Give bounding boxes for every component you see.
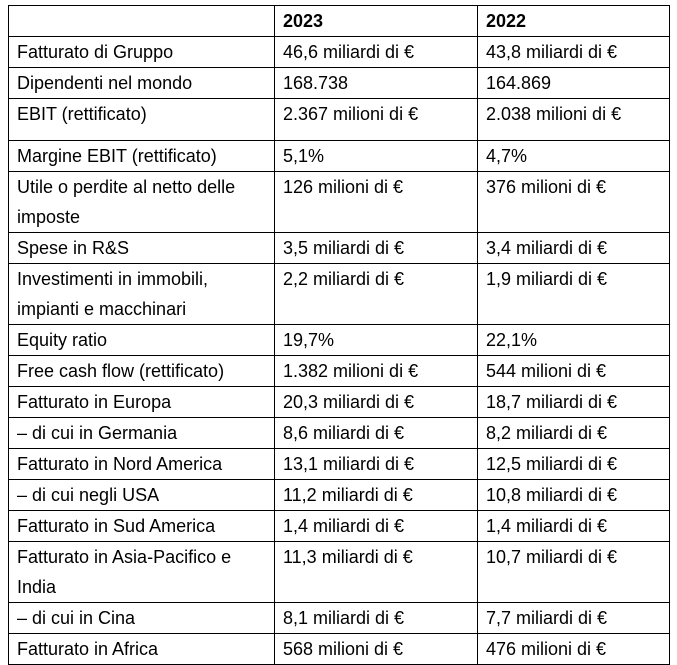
row-label: Equity ratio: [9, 325, 275, 356]
row-label: Spese in R&S: [9, 233, 275, 264]
table-row: [9, 449, 670, 480]
row-value-2023: 8,1 miliardi di €: [275, 603, 478, 634]
row-value-2022: 1,4 miliardi di €: [478, 511, 670, 542]
row-value-2022: 12,5 miliardi di €: [478, 449, 670, 480]
row-label: EBIT (rettificato): [9, 99, 275, 141]
row-value-2022: 18,7 miliardi di €: [478, 387, 670, 418]
table-row: [9, 141, 670, 172]
row-value-2023: 126 milioni di €: [275, 172, 478, 233]
row-value-2022: 2.038 milioni di €: [478, 99, 670, 141]
table-row: [9, 68, 670, 99]
row-value-2022: 544 milioni di €: [478, 356, 670, 387]
table-row: [9, 418, 670, 449]
row-value-2022: 164.869: [478, 68, 670, 99]
table-row: [9, 356, 670, 387]
row-value-2023: 11,3 miliardi di €: [275, 542, 478, 603]
row-label: Fatturato in Sud America: [9, 511, 275, 542]
table-row: [9, 634, 670, 665]
row-label: Fatturato in Nord America: [9, 449, 275, 480]
table-row: [9, 542, 670, 603]
row-label: Dipendenti nel mondo: [9, 68, 275, 99]
row-label: – di cui in Cina: [9, 603, 275, 634]
row-label: Fatturato in Africa: [9, 634, 275, 665]
row-label: Investimenti in immobili, impianti e macchinari: [9, 264, 275, 325]
row-value-2022: 476 milioni di €: [478, 634, 670, 665]
row-value-2022: 376 milioni di €: [478, 172, 670, 233]
row-value-2023: 11,2 miliardi di €: [275, 480, 478, 511]
row-value-2023: 2,2 miliardi di €: [275, 264, 478, 325]
row-value-2022: 8,2 miliardi di €: [478, 418, 670, 449]
table-row: [9, 37, 670, 68]
row-label: Fatturato di Gruppo: [9, 37, 275, 68]
row-value-2022: 1,9 miliardi di €: [478, 264, 670, 325]
key-figures-table-wrapper: [8, 5, 670, 665]
row-value-2023: 1.382 milioni di €: [275, 356, 478, 387]
table-row: [9, 387, 670, 418]
row-value-2023: 568 milioni di €: [275, 634, 478, 665]
row-value-2023: 20,3 miliardi di €: [275, 387, 478, 418]
table-row: [9, 480, 670, 511]
row-value-2023: 3,5 miliardi di €: [275, 233, 478, 264]
row-value-2022: 10,8 miliardi di €: [478, 480, 670, 511]
row-value-2023: 19,7%: [275, 325, 478, 356]
table-row: [9, 325, 670, 356]
row-value-2023: 8,6 miliardi di €: [275, 418, 478, 449]
table-row: [9, 603, 670, 634]
row-value-2023: 46,6 miliardi di €: [275, 37, 478, 68]
row-value-2022: 22,1%: [478, 325, 670, 356]
row-label: Fatturato in Asia-Pacifico e India: [9, 542, 275, 603]
table-row: [9, 511, 670, 542]
table-header-row: [9, 6, 670, 37]
row-value-2022: 4,7%: [478, 141, 670, 172]
table-row: [9, 99, 670, 141]
row-label: Margine EBIT (rettificato): [9, 141, 275, 172]
key-figures-table: [8, 5, 670, 665]
row-label: – di cui negli USA: [9, 480, 275, 511]
row-value-2022: 43,8 miliardi di €: [478, 37, 670, 68]
table-row: [9, 172, 670, 233]
header-year-2022: 2022: [478, 6, 670, 37]
row-label: – di cui in Germania: [9, 418, 275, 449]
row-value-2022: 10,7 miliardi di €: [478, 542, 670, 603]
row-label: Utile o perdite al netto delle imposte: [9, 172, 275, 233]
row-label: Fatturato in Europa: [9, 387, 275, 418]
table-row: [9, 264, 670, 325]
row-value-2023: 5,1%: [275, 141, 478, 172]
header-year-2023: 2023: [275, 6, 478, 37]
row-value-2023: 2.367 milioni di €: [275, 99, 478, 141]
row-value-2023: 13,1 miliardi di €: [275, 449, 478, 480]
row-label: Free cash flow (rettificato): [9, 356, 275, 387]
table-row: [9, 233, 670, 264]
header-label-cell: [9, 6, 275, 37]
row-value-2022: 3,4 miliardi di €: [478, 233, 670, 264]
row-value-2022: 7,7 miliardi di €: [478, 603, 670, 634]
row-value-2023: 1,4 miliardi di €: [275, 511, 478, 542]
row-value-2023: 168.738: [275, 68, 478, 99]
